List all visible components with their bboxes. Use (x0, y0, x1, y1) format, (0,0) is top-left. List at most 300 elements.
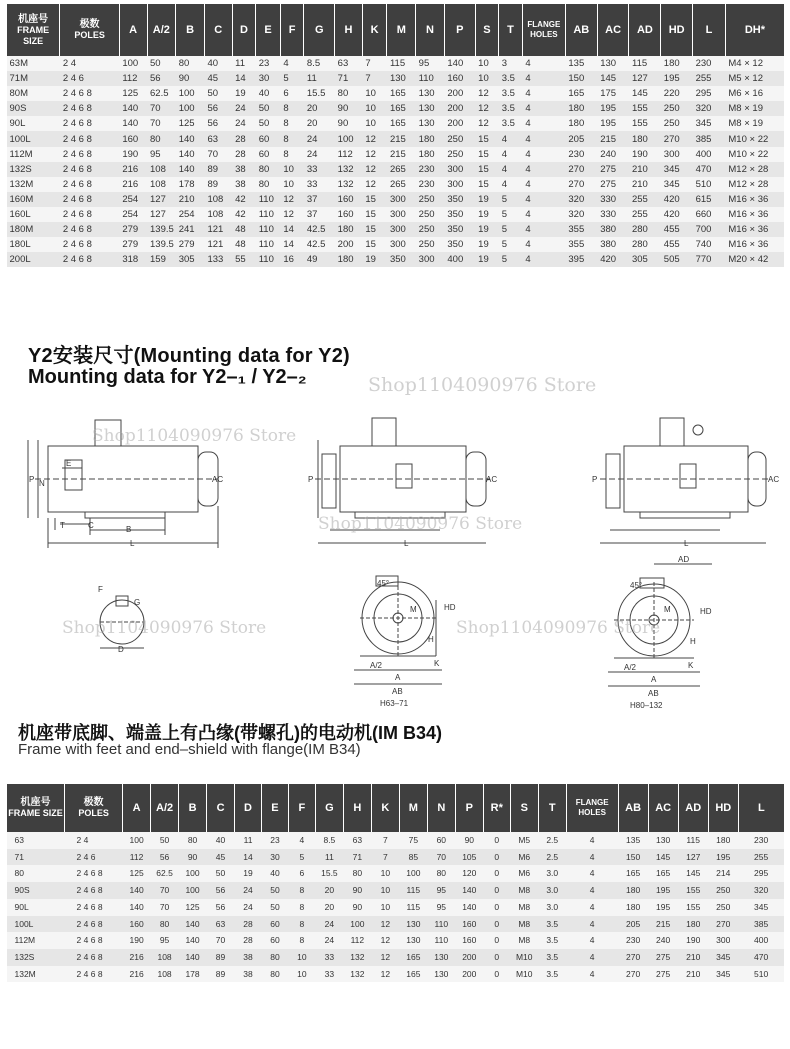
top-table-cell: 95 (416, 56, 445, 71)
bottom-table-cell: 230 (618, 932, 648, 949)
bottom-table-cell: 60 (261, 932, 288, 949)
top-table-cell: 16 (280, 252, 304, 267)
bottom-table-cell: 90 (343, 882, 371, 899)
top-table-cell: 180L (7, 237, 60, 252)
top-table-cell: M6 × 16 (725, 86, 784, 101)
top-table-cell: 56 (204, 101, 232, 116)
bottom-table-cell: 140 (455, 882, 483, 899)
top-table-cell: 121 (204, 222, 232, 237)
bottom-table-cell: 4 (566, 916, 618, 933)
bottom-table-cell: 4 (566, 882, 618, 899)
top-table-cell: 14 (280, 222, 304, 237)
top-table-cell: 62.5 (147, 86, 176, 101)
top-table-cell: 2 4 6 8 (60, 192, 119, 207)
bottom-table-cell: 345 (708, 966, 738, 983)
top-table-cell: 4 (522, 86, 565, 101)
top-table-cell: 254 (119, 192, 147, 207)
top-table-cell: 200 (444, 101, 475, 116)
top-table-header-row (7, 4, 785, 56)
top-table-cell: 180 (661, 56, 693, 71)
top-table-cell: 11 (304, 71, 335, 86)
bottom-table-cell: M6 (510, 865, 538, 882)
top-table-cell: 180 (416, 147, 445, 162)
top-table-row (7, 86, 785, 101)
bottom-table-cell: 70 (151, 882, 179, 899)
top-table-cell: 216 (119, 177, 147, 192)
bottom-table-cell: 345 (738, 899, 784, 916)
top-table-cell: 300 (387, 222, 416, 237)
top-table-cell: 2 4 6 8 (60, 237, 119, 252)
top-table-cell: 505 (661, 252, 693, 267)
top-table-cell: 350 (387, 252, 416, 267)
top-table-cell: 700 (693, 222, 726, 237)
bottom-table-cell: 20 (315, 899, 343, 916)
section-title-b34: 机座带底脚、端盖上有凸缘(带螺孔)的电动机(IM B34) (18, 723, 442, 743)
bottom-table-cell: 215 (648, 916, 678, 933)
top-table-cell: 40 (256, 86, 281, 101)
bottom-table-cell: 4 (566, 932, 618, 949)
bottom-table-cell: 50 (261, 899, 288, 916)
bottom-table-cell: 2.5 (538, 849, 566, 866)
top-table-cell: 180M (7, 222, 60, 237)
top-table-cell: 255 (629, 192, 661, 207)
top-table-cell: 330 (597, 192, 629, 207)
bottom-table-cell: 0 (483, 966, 510, 983)
top-table-cell: 3.5 (499, 86, 523, 101)
bottom-table-cell: 145 (678, 865, 708, 882)
bottom-table-cell: 4 (288, 832, 315, 849)
top-table-row (7, 237, 785, 252)
bottom-table-cell: 50 (151, 832, 179, 849)
top-table-cell: 140 (119, 116, 147, 131)
bottom-table-cell: 85 (399, 849, 427, 866)
top-table-cell: 4 (522, 71, 565, 86)
bottom-table-cell: 100 (179, 882, 207, 899)
top-table-cell: 70 (204, 147, 232, 162)
watermark-3: Shop1104090976 Store (318, 514, 523, 534)
bottom-table-cell: 150 (618, 849, 648, 866)
dim-label-ad: AD (678, 555, 690, 564)
top-table-cell: 250 (661, 101, 693, 116)
svg-text:AC: AC (486, 475, 498, 484)
top-table-cell: 139.5 (147, 222, 176, 237)
top-table-cell: 5 (499, 192, 523, 207)
top-table-cell: 100 (176, 101, 205, 116)
top-table-cell: 300 (416, 252, 445, 267)
top-table-cell: 12 (280, 192, 304, 207)
top-table-cell: 250 (444, 131, 475, 146)
top-table-header-23: DH* (725, 4, 784, 56)
bottom-table-cell: 108 (151, 966, 179, 983)
top-table-cell: 33 (304, 162, 335, 177)
top-table-cell: 130 (387, 71, 416, 86)
top-table-cell: 5 (499, 207, 523, 222)
mounting-drawings (0, 400, 790, 710)
bottom-table-header-19: AB (618, 784, 648, 832)
top-table-header-15: S (475, 4, 499, 56)
top-table-cell: 33 (304, 177, 335, 192)
top-table-cell: 140 (176, 131, 205, 146)
dim-label-hd: HD (700, 607, 712, 616)
top-table-cell: 89 (204, 162, 232, 177)
bottom-table-cell: 10 (288, 966, 315, 983)
top-table-cell: 180 (565, 101, 597, 116)
bottom-table-cell: 70 (427, 849, 455, 866)
top-table-cell: 12 (362, 131, 387, 146)
top-table-cell: 5 (280, 71, 304, 86)
top-table-cell: 15 (475, 131, 499, 146)
top-table-cell: 380 (597, 222, 629, 237)
top-table-cell: M10 × 22 (725, 147, 784, 162)
dim-label-ac: AC (212, 475, 224, 484)
top-table-cell: 160 (119, 131, 147, 146)
bottom-table-header-18: FLANGE HOLES (566, 784, 618, 832)
top-table-cell: 210 (629, 162, 661, 177)
top-table-cell: 2 4 6 8 (60, 147, 119, 162)
bottom-table-cell: 90S (7, 882, 65, 899)
bottom-table-cell: 11 (315, 849, 343, 866)
top-table-cell: 4 (522, 207, 565, 222)
bottom-table-cell: 10 (371, 865, 399, 882)
bottom-table-cell: 216 (123, 949, 151, 966)
bottom-table-cell: 0 (483, 865, 510, 882)
bottom-table-cell: 63 (343, 832, 371, 849)
bottom-table-cell: 80 (261, 966, 288, 983)
top-table-cell: M16 × 36 (725, 222, 784, 237)
bottom-table-cell: 33 (315, 966, 343, 983)
dim-label-t: T (60, 521, 65, 530)
bottom-table-cell: 63 (207, 916, 235, 933)
bottom-table-header-12: M (399, 784, 427, 832)
bottom-table-cell: 165 (399, 949, 427, 966)
bottom-table-cell: 89 (207, 949, 235, 966)
top-table-cell: 112 (119, 71, 147, 86)
top-table-cell: 15 (362, 192, 387, 207)
top-table-cell: 127 (147, 207, 176, 222)
top-table-cell: 56 (147, 71, 176, 86)
top-table-cell: 6 (280, 86, 304, 101)
top-table-cell: 130 (416, 86, 445, 101)
bottom-table-cell: 62.5 (151, 865, 179, 882)
top-table-cell: 15 (362, 207, 387, 222)
top-table-cell: 63 (335, 56, 363, 71)
bottom-table-cell: 214 (708, 865, 738, 882)
top-table-cell: 100 (119, 56, 147, 71)
top-table-cell: 80 (256, 177, 281, 192)
top-table-cell: 100L (7, 131, 60, 146)
bottom-table-cell: 28 (235, 916, 262, 933)
bottom-table-cell: 8 (288, 932, 315, 949)
bottom-table-cell: 24 (235, 899, 262, 916)
top-table-cell: 121 (204, 237, 232, 252)
bottom-table-row (7, 916, 785, 933)
bottom-table-row (7, 865, 785, 882)
top-table-cell: 15.5 (304, 86, 335, 101)
top-table-cell: 350 (444, 207, 475, 222)
top-table-cell: 48 (232, 237, 256, 252)
top-table-cell: 50 (256, 116, 281, 131)
top-table-cell: 110 (256, 192, 281, 207)
top-table-cell: 10 (475, 56, 499, 71)
top-table-cell: 2 4 6 8 (60, 162, 119, 177)
top-table-cell: 56 (204, 116, 232, 131)
bottom-table-cell: M6 (510, 849, 538, 866)
top-table-cell: 270 (565, 162, 597, 177)
bottom-table-cell: 80 (179, 832, 207, 849)
svg-text:M: M (410, 605, 417, 614)
bottom-table-cell: 2.5 (538, 832, 566, 849)
top-table-cell: 178 (176, 177, 205, 192)
top-table-cell: 180 (335, 222, 363, 237)
bottom-table-cell: 165 (618, 865, 648, 882)
dim-label-a: A (651, 675, 657, 684)
top-table-cell: 2 4 6 8 (60, 116, 119, 131)
bottom-table-cell: 50 (261, 882, 288, 899)
bottom-table-cell: 300 (708, 932, 738, 949)
bottom-table-cell: 130 (427, 966, 455, 983)
watermark-4: Shop1104090976 Store (62, 618, 267, 638)
bottom-table-cell: 12 (371, 966, 399, 983)
top-table-cell: 145 (629, 86, 661, 101)
top-table-cell: 80M (7, 86, 60, 101)
bottom-table-cell: 56 (207, 882, 235, 899)
top-table-cell: 250 (416, 237, 445, 252)
bottom-table-cell: 10 (288, 949, 315, 966)
bottom-table-header-16: S (510, 784, 538, 832)
bottom-table-header-1: 极数 POLES (65, 784, 123, 832)
dim-label-n: N (39, 479, 45, 488)
top-table-cell: 130 (597, 56, 629, 71)
top-table-cell: 205 (565, 131, 597, 146)
bottom-table-cell: 115 (678, 832, 708, 849)
bottom-table-cell: 275 (648, 949, 678, 966)
top-table-cell: 2 4 (60, 56, 119, 71)
top-table-cell: 140 (444, 56, 475, 71)
top-table-cell: 4 (522, 147, 565, 162)
top-table-header-14: P (444, 4, 475, 56)
top-table-cell: 24 (232, 116, 256, 131)
top-table-body (7, 56, 785, 267)
top-table-cell: 320 (565, 207, 597, 222)
top-table-cell: 108 (204, 207, 232, 222)
bottom-table-cell: 140 (179, 949, 207, 966)
top-table-header-17: FLANGE HOLES (522, 4, 565, 56)
top-table-cell: 320 (565, 192, 597, 207)
bottom-table-row (7, 966, 785, 983)
top-table-cell: 180 (565, 116, 597, 131)
bottom-table-cell: 63 (7, 832, 65, 849)
bottom-table-cell: 125 (179, 899, 207, 916)
top-table-cell: 165 (387, 86, 416, 101)
top-table-cell: 455 (661, 222, 693, 237)
top-table-cell: 4 (499, 177, 523, 192)
bottom-table-cell: 140 (179, 932, 207, 949)
top-table-cell: M16 × 36 (725, 237, 784, 252)
bottom-table-cell: 112 (123, 849, 151, 866)
top-table-cell: 4 (499, 147, 523, 162)
top-table-cell: 350 (444, 222, 475, 237)
bottom-table-cell: 100L (7, 916, 65, 933)
top-table-cell: 4 (522, 237, 565, 252)
bottom-table-cell: M8 (510, 899, 538, 916)
top-table-cell: 400 (693, 147, 726, 162)
bottom-table-cell: 90 (179, 849, 207, 866)
bottom-table-cell: 10 (371, 899, 399, 916)
top-table-cell: M4 × 12 (725, 56, 784, 71)
bottom-table-cell: 130 (399, 916, 427, 933)
bottom-table-header-17: T (538, 784, 566, 832)
top-table-header-21: HD (661, 4, 693, 56)
top-table-cell: 4 (522, 252, 565, 267)
top-table-cell: 19 (475, 237, 499, 252)
bottom-table-cell: 12 (371, 916, 399, 933)
top-table-header-9: G (304, 4, 335, 56)
svg-text:L: L (404, 539, 409, 548)
bottom-table-cell: 45 (207, 849, 235, 866)
top-table-cell: M8 × 19 (725, 116, 784, 131)
top-table-cell: 132 (335, 162, 363, 177)
top-table-header-4: B (176, 4, 205, 56)
top-table-cell: 300 (444, 162, 475, 177)
bottom-table-cell: 230 (738, 832, 784, 849)
bottom-table-cell: 95 (151, 932, 179, 949)
top-table-cell: 2 4 6 8 (60, 207, 119, 222)
top-table-cell: 12 (475, 101, 499, 116)
bottom-table-cell: 160 (123, 916, 151, 933)
top-table-cell: 37 (304, 192, 335, 207)
top-table-cell: 112 (335, 147, 363, 162)
bottom-table-cell: 80 (427, 865, 455, 882)
bottom-table-cell: 11 (235, 832, 262, 849)
svg-text:HD: HD (444, 603, 456, 612)
top-table-cell: 265 (387, 177, 416, 192)
top-table-cell: 15 (362, 237, 387, 252)
bottom-table-cell: 130 (399, 932, 427, 949)
bottom-table-cell: 190 (678, 932, 708, 949)
bottom-table-cell: 12 (371, 932, 399, 949)
bottom-table-cell: 28 (235, 932, 262, 949)
top-table-cell: 4 (499, 162, 523, 177)
bottom-table-cell: 0 (483, 832, 510, 849)
top-table-cell: 250 (416, 207, 445, 222)
top-table-cell: 5 (499, 252, 523, 267)
top-table-row (7, 116, 785, 131)
top-table-cell: 190 (629, 147, 661, 162)
top-table-cell: 4 (522, 101, 565, 116)
bottom-table-cell: 140 (455, 899, 483, 916)
top-table-cell: 305 (629, 252, 661, 267)
bottom-table-cell: 132 (343, 949, 371, 966)
bottom-table-header-0: 机座号 FRAME SIZE (7, 784, 65, 832)
bottom-table-cell: 108 (151, 949, 179, 966)
top-table-row (7, 147, 785, 162)
bottom-table-cell: 210 (678, 949, 708, 966)
top-table-row (7, 207, 785, 222)
top-table-cell: 19 (362, 252, 387, 267)
top-table-cell: 7 (362, 56, 387, 71)
bottom-table-cell: 110 (427, 916, 455, 933)
section-subtitle-y2: Mounting data for Y2–₁ / Y2–₂ (28, 366, 307, 388)
top-table-cell: 3 (499, 56, 523, 71)
top-table-cell: 180 (335, 252, 363, 267)
bottom-table-cell: 7 (371, 832, 399, 849)
bottom-table-cell: 112M (7, 932, 65, 949)
top-table-cell: 49 (304, 252, 335, 267)
top-table-cell: 400 (444, 252, 475, 267)
bottom-table-cell: 165 (648, 865, 678, 882)
bottom-table-cell: 270 (708, 916, 738, 933)
top-table-cell: 300 (444, 177, 475, 192)
dim-label-h: H (690, 637, 696, 646)
dim-label-l: L (130, 539, 135, 548)
top-table-cell: 8 (280, 147, 304, 162)
top-table-header-8: F (280, 4, 304, 56)
bottom-table-cell: 40 (261, 865, 288, 882)
top-table-cell: 270 (661, 131, 693, 146)
dim-label-m: M (664, 605, 671, 614)
bottom-table-cell: 240 (648, 932, 678, 949)
bottom-table-cell: 270 (618, 949, 648, 966)
bottom-table-cell: 8.5 (315, 832, 343, 849)
bottom-table-cell: 200 (455, 949, 483, 966)
bottom-table-cell: 140 (123, 882, 151, 899)
top-table-cell: 279 (176, 237, 205, 252)
top-table-row (7, 252, 785, 267)
bottom-table-cell: M8 (510, 916, 538, 933)
top-table-cell: 108 (204, 192, 232, 207)
bottom-table-cell: 3.5 (538, 916, 566, 933)
top-table-cell: M20 × 42 (725, 252, 784, 267)
top-table-cell: 160M (7, 192, 60, 207)
top-table-cell: 320 (693, 101, 726, 116)
bottom-table-cell: 135 (618, 832, 648, 849)
bottom-table-cell: 30 (261, 849, 288, 866)
bottom-table-cell: 216 (123, 966, 151, 983)
bottom-table-cell: 10 (371, 882, 399, 899)
top-table-cell: 110 (256, 207, 281, 222)
top-table-cell: 90S (7, 101, 60, 116)
bottom-table-cell: 255 (738, 849, 784, 866)
bottom-table-cell: 95 (427, 899, 455, 916)
top-table-cell: 4 (522, 56, 565, 71)
top-table-cell: 110 (416, 71, 445, 86)
bottom-table-header-11: K (371, 784, 399, 832)
top-table-cell: 70 (147, 101, 176, 116)
bottom-table-cell: 24 (315, 932, 343, 949)
bottom-table-cell: 6 (288, 865, 315, 882)
bottom-table-cell: 3.0 (538, 865, 566, 882)
top-table-cell: 15 (362, 222, 387, 237)
bottom-table-cell: 180 (618, 882, 648, 899)
bottom-table-cell: 160 (455, 932, 483, 949)
top-table-cell: 90L (7, 116, 60, 131)
top-table-cell: 12 (362, 162, 387, 177)
top-table-cell: 255 (693, 71, 726, 86)
bottom-table-cell: 12 (371, 949, 399, 966)
top-table-cell: 420 (597, 252, 629, 267)
top-table-header-5: C (204, 4, 232, 56)
bottom-table-cell: 180 (618, 899, 648, 916)
bottom-table-cell: M8 (510, 932, 538, 949)
bottom-table-cell: 0 (483, 899, 510, 916)
bottom-table-cell: 205 (618, 916, 648, 933)
bottom-table-cell: 195 (708, 849, 738, 866)
top-table-cell: 112M (7, 147, 60, 162)
top-table-cell: 265 (387, 162, 416, 177)
dim-label-c: C (88, 521, 94, 530)
top-table-cell: 19 (475, 222, 499, 237)
bottom-table-cell: 400 (738, 932, 784, 949)
